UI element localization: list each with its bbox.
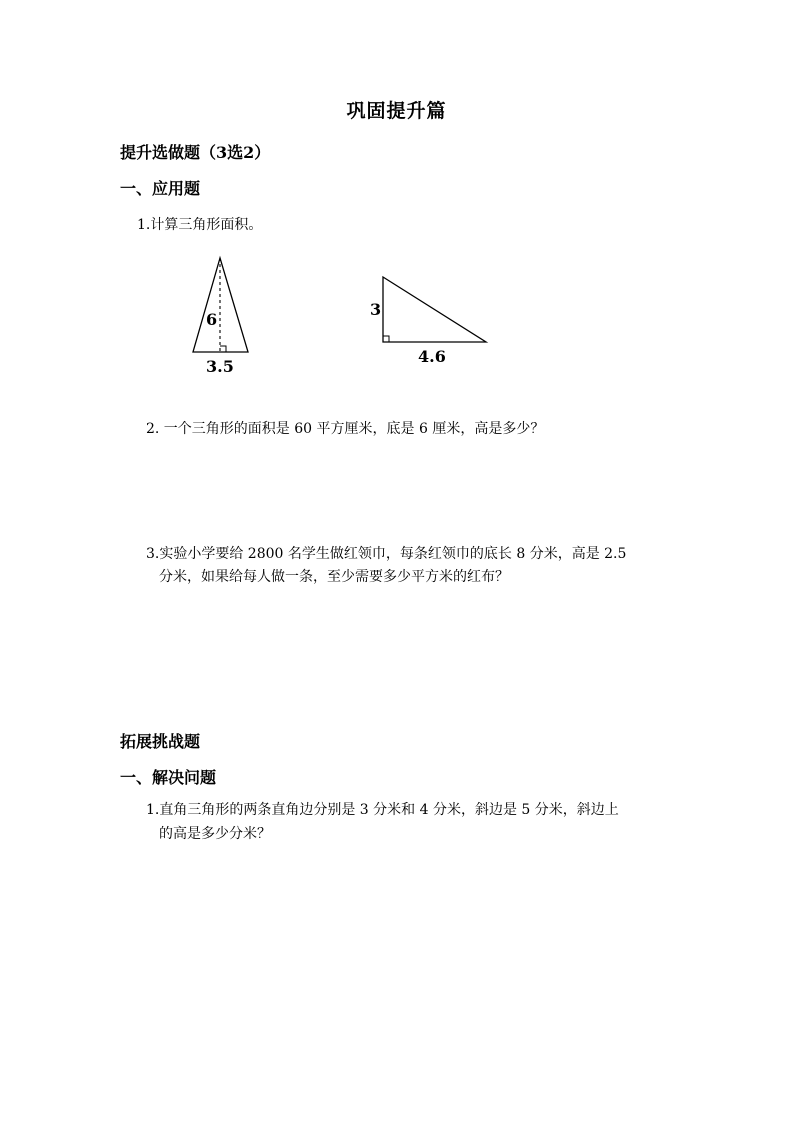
sub-heading-solve: 一、解决问题 [120, 768, 217, 787]
section-heading-challenge: 拓展挑战题 [120, 732, 201, 751]
challenge-question-1-line-1: 1.直角三角形的两条直角边分别是 3 分米和 4 分米，斜边是 5 分米，斜边上 [146, 802, 619, 818]
tri2-height-label: 3 [370, 300, 382, 319]
right-angle-mark-1 [220, 346, 226, 352]
question-2: 2. 一个三角形的面积是 60 平方厘米，底是 6 厘米，高是多少？ [146, 421, 545, 437]
tri2-base-label: 4.6 [418, 347, 446, 366]
triangle-figures [180, 250, 510, 385]
challenge-question-1-line-2: 的高是多少分米？ [159, 826, 271, 842]
tri1-height-label: 6 [206, 310, 218, 329]
sub-heading-application: 一、应用题 [120, 179, 201, 198]
section-heading-optional: 提升选做题（3选2） [120, 143, 271, 162]
question-1: 1.计算三角形面积。 [137, 217, 263, 233]
page-title: 巩固提升篇 [346, 100, 447, 122]
question-3-line-1: 3.实验小学要给 2800 名学生做红领巾，每条红领巾的底长 8 分米，高是 2.5 [146, 546, 627, 562]
right-triangle [383, 277, 486, 342]
tri1-base-label: 3.5 [206, 357, 234, 376]
question-3-line-2: 分米，如果给每人做一条，至少需要多少平方米的红布？ [159, 569, 509, 585]
right-angle-mark-2 [383, 336, 389, 342]
